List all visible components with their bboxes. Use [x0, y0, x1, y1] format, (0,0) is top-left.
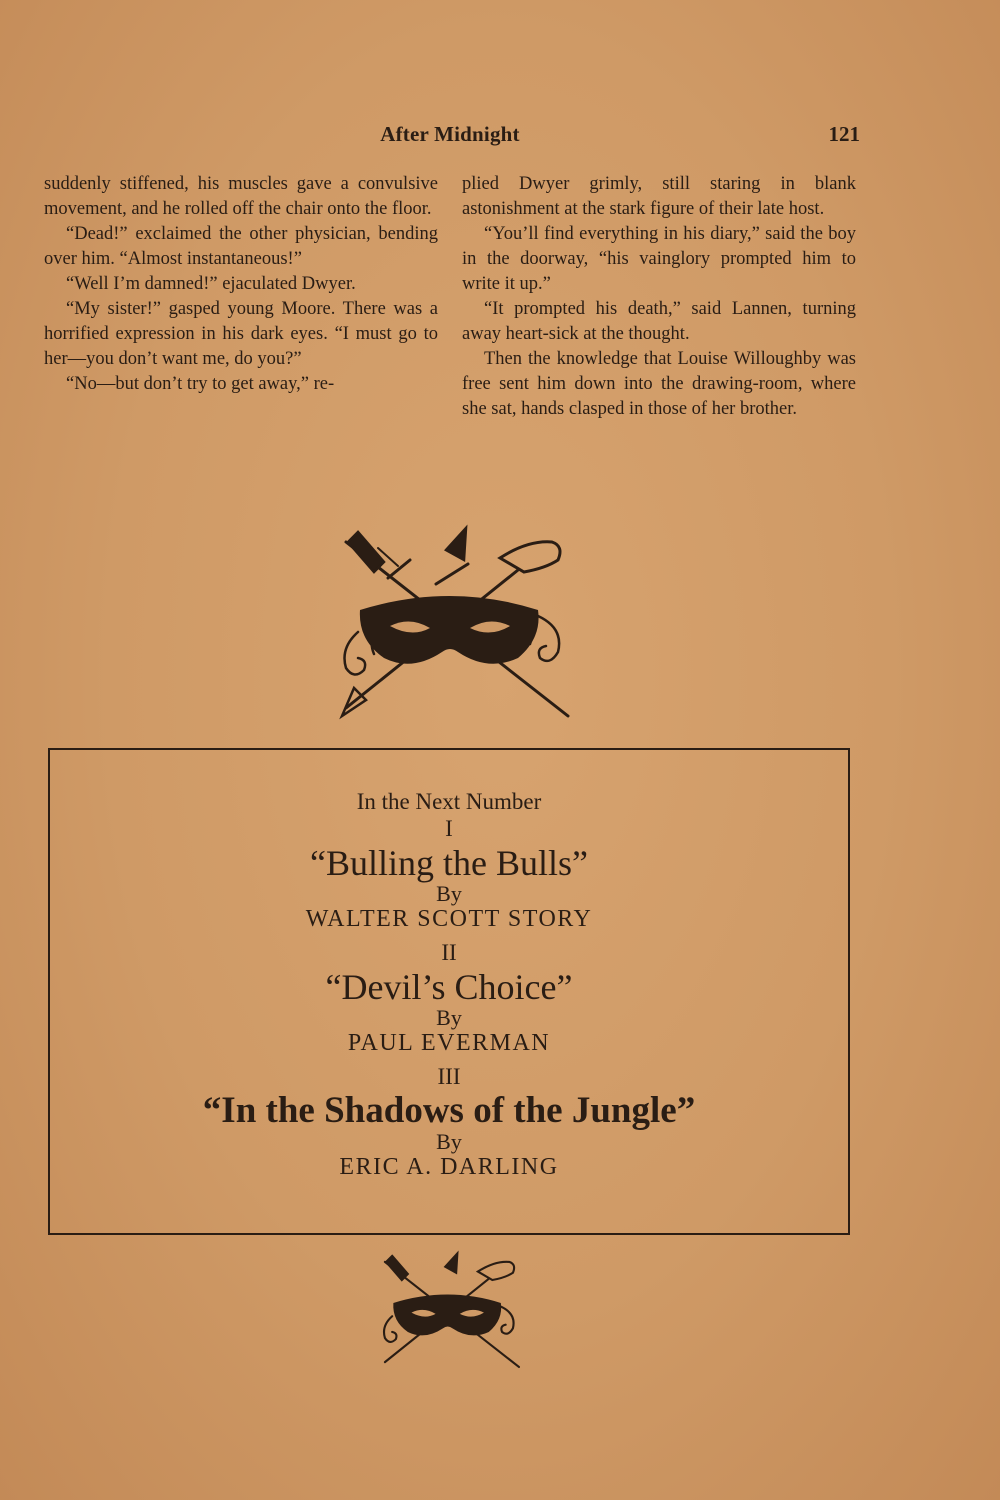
next-number-heading: In the Next Number	[356, 789, 542, 814]
paragraph: “Well I’m damned!” ejaculated Dwyer.	[66, 274, 356, 294]
page-header	[40, 122, 860, 152]
story-author: WALTER SCOTT STORY	[305, 906, 593, 932]
mask-daggers-ornament-icon	[318, 520, 583, 720]
story-title: “In the Shadows of the Jungle”	[202, 1090, 696, 1131]
paragraph: “It prompted his death,” said Lannen, turning away heart-sick at the thought.	[462, 299, 856, 344]
byline: By	[436, 1005, 462, 1030]
next-number-listing	[50, 788, 848, 1182]
story-author: PAUL EVERMAN	[347, 1030, 551, 1056]
story-title: “Devil’s Choice”	[325, 967, 573, 1007]
story-numeral: III	[437, 1064, 461, 1089]
paragraph: suddenly stiffened, his muscles gave a convulsive movement, and he rolled off the chair onto the floor.	[44, 174, 438, 219]
paragraph: Then the knowledge that Louise Willoughby was free sent him down into the drawing-room, where she sat, hands clasped in those of her brother.	[462, 349, 856, 419]
story-numeral: I	[445, 816, 453, 841]
story-text	[44, 172, 856, 422]
right-column	[462, 172, 856, 422]
story-author: ERIC A. DARLING	[339, 1154, 559, 1180]
paragraph: plied Dwyer grimly, still staring in blank astonishment at the stark figure of their late host.	[462, 174, 856, 219]
paragraph: “Dead!” exclaimed the other physician, bending over him. “Almost instantaneous!”	[44, 224, 438, 269]
paragraph: “No—but don’t try to get away,” re-	[66, 374, 335, 394]
page-number: 121	[828, 122, 860, 146]
byline: By	[436, 881, 462, 906]
paragraph: “You’ll find everything in his diary,” said the boy in the doorway, “his vainglory prompted him to write it up.”	[462, 224, 856, 294]
left-column	[44, 172, 438, 422]
mask-daggers-ornament-small-icon	[368, 1248, 528, 1370]
paragraph: “My sister!” gasped young Moore. There was a horrified expression in his dark eyes. “I must go to her—you don’t want me, do you?”	[44, 299, 438, 369]
next-number-box	[48, 748, 850, 1235]
byline: By	[436, 1129, 462, 1154]
story-numeral: II	[441, 940, 457, 965]
story-title: “Bulling the Bulls”	[310, 843, 588, 883]
running-title: After Midnight	[380, 122, 520, 146]
